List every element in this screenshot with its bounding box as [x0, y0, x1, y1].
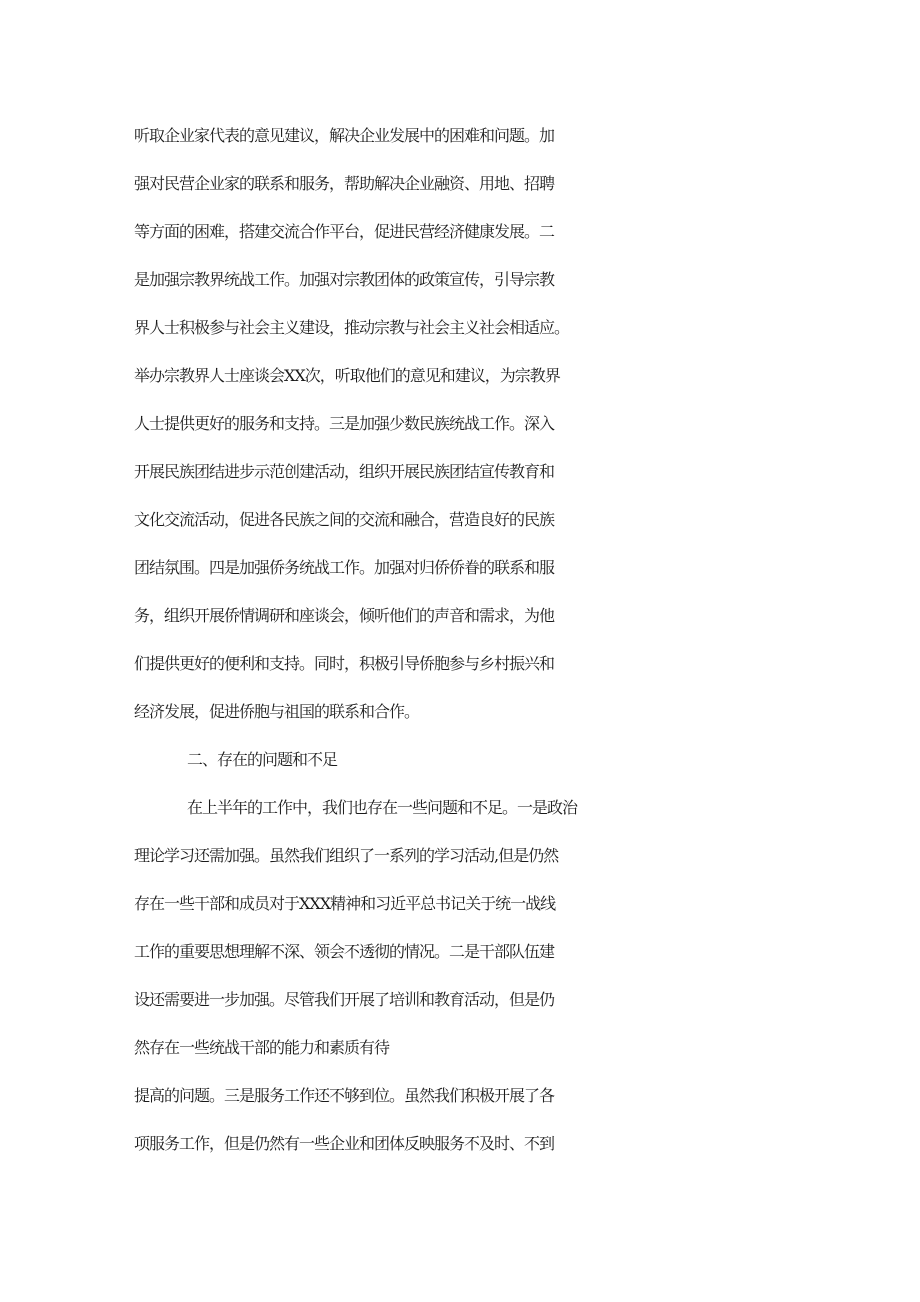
paragraph-line: 开展民族团结进步示范创建活动，组织开展民族团结宣传教育和 — [134, 462, 555, 481]
section-heading: 二、存在的问题和不足 — [187, 750, 338, 769]
paragraph-line: 经济发展，促进侨胞与祖国的联系和合作。 — [134, 702, 420, 721]
paragraph-line: 界人士积极参与社会主义建设，推动宗教与社会主义社会相适应。 — [134, 318, 570, 337]
paragraph-line: 在上半年的工作中，我们也存在一些问题和不足。一是政治 — [187, 798, 578, 817]
paragraph-line: 人士提供更好的服务和支持。三是加强少数民族统战工作。深入 — [134, 414, 555, 433]
paragraph-line: 团结氛围。四是加强侨务统战工作。加强对归侨侨眷的联系和服 — [134, 558, 555, 577]
paragraph-line: 强对民营企业家的联系和服务，帮助解决企业融资、用地、招聘 — [134, 174, 555, 193]
paragraph-line: 项服务工作，但是仍然有一些企业和团体反映服务不及时、不到 — [134, 1134, 555, 1153]
paragraph-line: 们提供更好的便利和支持。同时，积极引导侨胞参与乡村振兴和 — [134, 654, 555, 673]
paragraph-line: 存在一些干部和成员对于XXX精神和习近平总书记关于统一战线 — [134, 894, 556, 913]
paragraph-line: 提高的问题。三是服务工作还不够到位。虽然我们积极开展了各 — [134, 1086, 555, 1105]
paragraph-line: 是加强宗教界统战工作。加强对宗教团体的政策宣传，引导宗教 — [134, 270, 555, 289]
paragraph-line: 理论学习还需加强。虽然我们组织了一系列的学习活动,但是仍然 — [134, 846, 559, 865]
paragraph-line: 工作的重要思想理解不深、领会不透彻的情况。二是干部队伍建 — [134, 942, 555, 961]
paragraph-line: 然存在一些统战干部的能力和素质有待 — [134, 1038, 390, 1057]
paragraph-line: 等方面的困难，搭建交流合作平台，促进民营经济健康发展。二 — [134, 222, 555, 241]
paragraph-line: 听取企业家代表的意见建议，解决企业发展中的困难和问题。加 — [134, 126, 555, 145]
paragraph-line: 举办宗教界人士座谈会XX次，听取他们的意见和建议，为宗教界 — [134, 366, 560, 385]
paragraph-line: 务，组织开展侨情调研和座谈会，倾听他们的声音和需求，为他 — [134, 606, 555, 625]
paragraph-line: 设还需要进一步加强。尽管我们开展了培训和教育活动，但是仍 — [134, 990, 555, 1009]
paragraph-line: 文化交流活动，促进各民族之间的交流和融合，营造良好的民族 — [134, 510, 555, 529]
